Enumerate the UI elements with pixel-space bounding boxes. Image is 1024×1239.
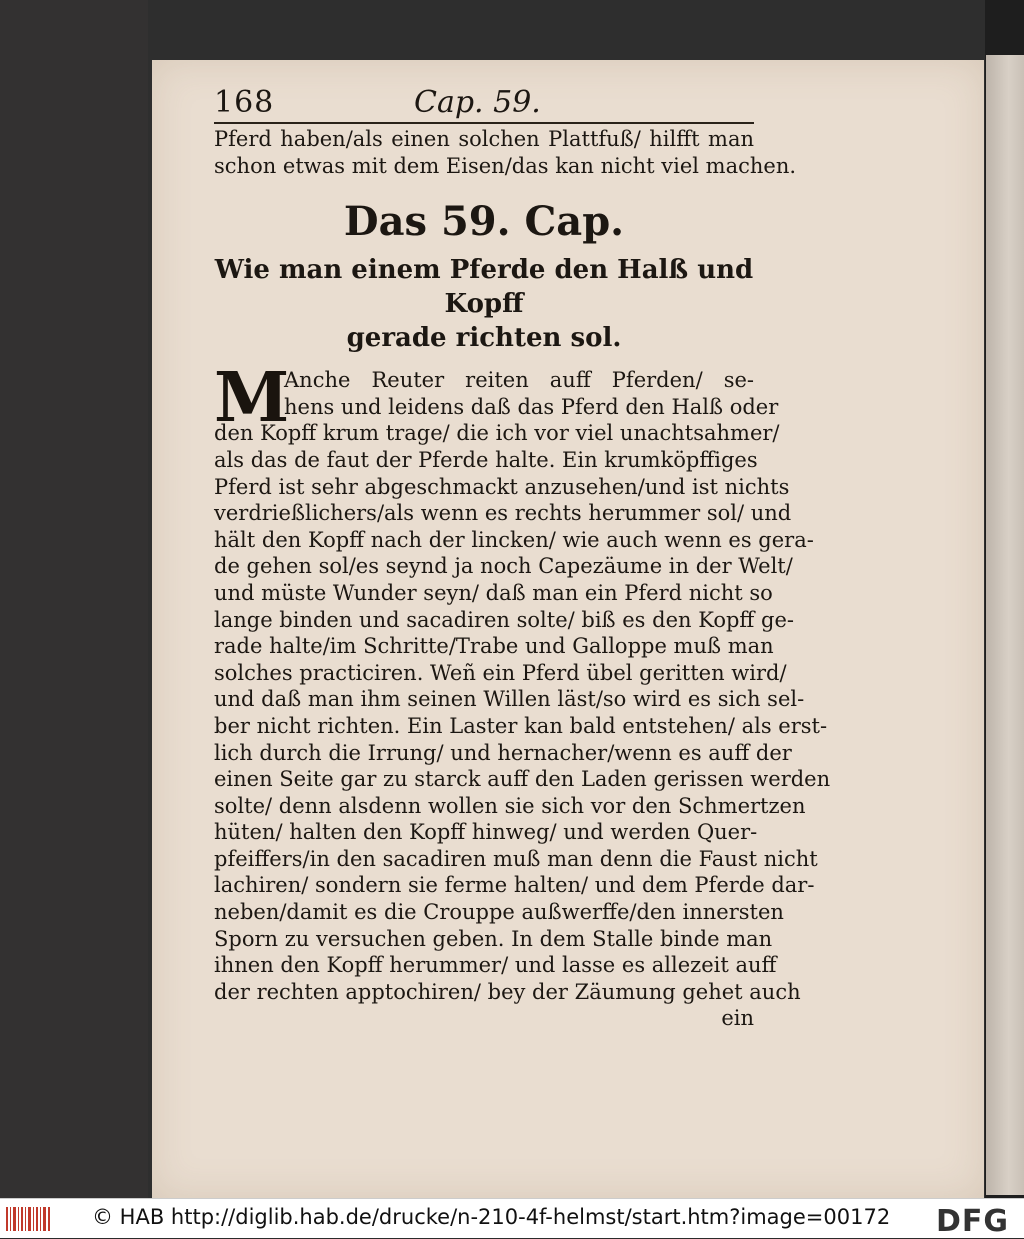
dfg-logo: DFG	[936, 1204, 1010, 1239]
drop-cap: M	[214, 358, 290, 439]
text-line: Anche Reuter reiten auff Pferden/ se-	[284, 368, 754, 393]
text-line: neben/damit es die Crouppe außwerffe/den innersten	[214, 900, 784, 925]
text-line: pfeiffers/in den sacadiren muß man denn die Faust nicht	[214, 846, 818, 871]
text-line: solches practiciren. Weñ ein Pferd übel geritten wird/	[214, 660, 787, 685]
copyright-link[interactable]: © HAB http://diglib.hab.de/drucke/n-210-4f-helmst/start.htm?image=00172	[92, 1205, 891, 1229]
chapter-subtitle	[214, 253, 754, 355]
text-line: verdrießlichers/als wenn es rechts herummer sol/ und	[214, 501, 792, 526]
text-line: Pferd ist sehr abgeschmackt anzusehen/und ist nichts	[214, 474, 790, 499]
text-line: rade halte/im Schritte/Trabe und Galloppe muß man	[214, 634, 774, 659]
text-line: lachiren/ sondern sie ferme halten/ und dem Pferde dar-	[214, 873, 815, 898]
text-line: als das de faut der Pferde halte. Ein krumköpffiges	[214, 447, 758, 472]
catchword: ein	[721, 1006, 754, 1031]
text-line: Pferd haben/als einen solchen Plattfuß/ hilfft man	[214, 127, 754, 151]
continuation-text	[214, 126, 797, 179]
page-number: 168	[214, 85, 275, 120]
page-header	[214, 76, 754, 124]
text-line: hält den Kopff nach der lincken/ wie auch wenn es gera-	[214, 527, 814, 552]
text-line: Sporn zu versuchen geben. In dem Stalle binde man	[214, 926, 773, 951]
text-line: hens und leidens daß das Pferd den Halß oder	[284, 394, 779, 419]
running-title: Cap. 59.	[414, 85, 541, 120]
text-line: einen Seite gar zu starck auff den Laden gerissen werden	[214, 767, 831, 792]
barcode-icon	[6, 1207, 50, 1231]
footer-bar	[0, 1198, 1024, 1238]
body-text	[214, 358, 831, 1032]
subtitle-line: Wie man einem Pferde den Halß und Kopff	[214, 255, 754, 320]
page-content	[214, 76, 831, 1032]
text-line: solte/ denn alsdenn wollen sie sich vor den Schmertzen	[214, 793, 806, 818]
text-line: lange binden und sacadiren solte/ biß es den Kopff ge-	[214, 607, 794, 632]
text-line: lich durch die Irrung/ und hernacher/wenn es auff der	[214, 740, 792, 765]
text-line: und daß man ihm seinen Willen läst/so wird es sich sel-	[214, 687, 805, 712]
subtitle-line: gerade richten sol.	[346, 323, 622, 354]
text-line: den Kopff krum trage/ die ich vor viel unachtsahmer/	[214, 421, 780, 446]
left-binding-strip	[0, 0, 148, 1198]
chapter-heading: Das 59. Cap.	[343, 198, 625, 246]
text-line: der rechten apptochiren/ bey der Zäumung gehet auch	[214, 979, 801, 1004]
text-line: hüten/ halten den Kopff hinweg/ und werden Quer-	[214, 820, 758, 845]
text-line: de gehen sol/es seynd ja noch Capezäume in der Welt/	[214, 554, 793, 579]
text-line: ber nicht richten. Ein Laster kan bald entstehen/ als erst-	[214, 713, 828, 738]
text-line: schon etwas mit dem Eisen/das kan nicht viel machen.	[214, 153, 797, 178]
text-line: und müste Wunder seyn/ daß man ein Pferd nicht so	[214, 580, 773, 605]
facing-page-edge	[986, 55, 1024, 1195]
text-line: ihnen den Kopff herummer/ und lasse es allezeit auff	[214, 953, 777, 978]
